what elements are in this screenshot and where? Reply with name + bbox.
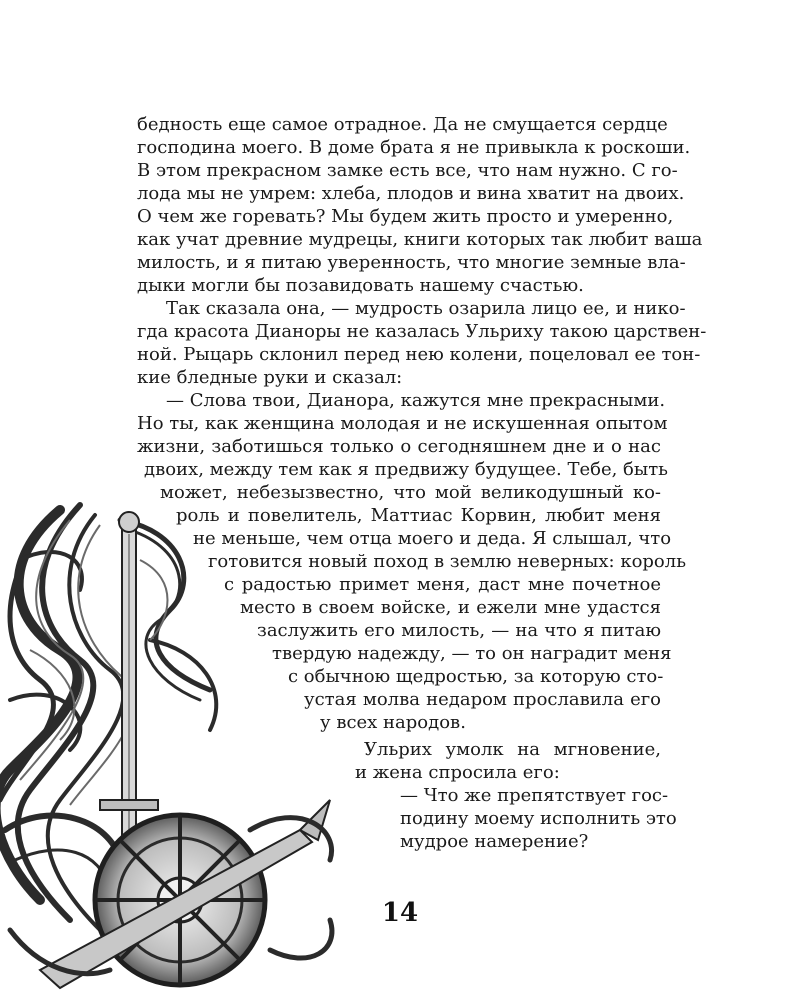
text-line: жизни, заботишься только о сегодняшнем дне и о нас (137, 436, 661, 457)
sword-scroll-ornament-icon (0, 500, 440, 1000)
text-line: двоих, между тем как я предвижу будущее. Тебе, быть (144, 459, 668, 480)
text-line: гда красота Дианоры не казалась Ульриху такою царствен- (137, 321, 707, 342)
text-line: Ульрих умолк на мгновение, (364, 739, 661, 760)
text-line: лода мы не умрем: хлеба, плодов и вина хватит на двоих. (137, 183, 685, 204)
text-line: и жена спросила его: (355, 762, 560, 783)
text-line: — Что же препятствует гос- (400, 785, 669, 806)
text-line: О чем же горевать? Мы будем жить просто и умеренно, (137, 206, 674, 227)
text-line: устая молва недаром прославила его (304, 689, 661, 710)
text-line: роль и повелитель, Маттиас Корвин, любит меня (176, 505, 661, 526)
text-line: твердую надежду, — то он наградит меня (272, 643, 672, 664)
text-line: господина моего. В доме брата я не привыкла к роскоши. (137, 137, 691, 158)
page-number: 14 (381, 898, 419, 928)
text-line: не меньше, чем отца моего и деда. Я слышал, что (193, 528, 672, 549)
text-line: кие бледные руки и сказал: (137, 367, 403, 388)
text-line: Так сказала она, — мудрость озарила лицо ее, и нико- (166, 298, 686, 319)
text-line: у всех народов. (320, 712, 466, 733)
text-line: — Слова твои, Дианора, кажутся мне прекрасными. (166, 390, 666, 411)
text-line: может, небезызвестно, что мой великодушный ко- (160, 482, 661, 503)
text-line: дыки могли бы позавидовать нашему счастью. (137, 275, 584, 296)
text-line: бедность еще самое отрадное. Да не смущается сердце (137, 114, 668, 135)
text-line: заслужить его милость, — на что я питаю (257, 620, 661, 641)
text-line: место в своем войске, и ежели мне удастся (240, 597, 661, 618)
text-line: Но ты, как женщина молодая и не искушенная опытом (137, 413, 668, 434)
text-line: подину моему исполнить это (400, 808, 677, 829)
text-line: В этом прекрасном замке есть все, что нам нужно. С го- (137, 160, 678, 181)
text-line: милость, и я питаю уверенность, что многие земные вла- (137, 252, 686, 273)
text-line: как учат древние мудрецы, книги которых так любит ваша (137, 229, 703, 250)
text-line: ной. Рыцарь склонил перед нею колени, поцеловал ее тон- (137, 344, 701, 365)
text-line: с радостью примет меня, даст мне почетное (224, 574, 661, 595)
text-line: мудрое намерение? (400, 831, 589, 852)
text-line: с обычною щедростью, за которую сто- (288, 666, 664, 687)
text-line: готовится новый поход в землю неверных: король (208, 551, 687, 572)
